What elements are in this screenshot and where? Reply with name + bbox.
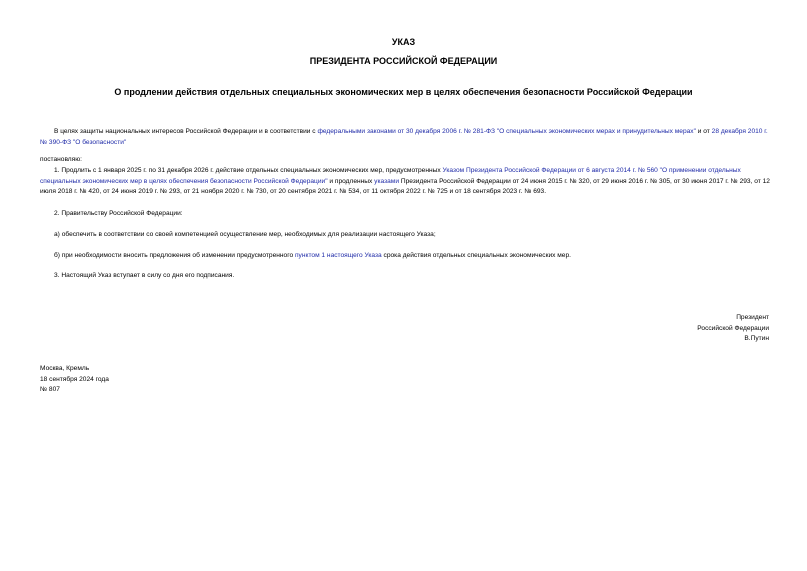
item-2b-paragraph (40, 251, 770, 262)
item-2-paragraph: 2. Правительству Российской Федерации: (54, 210, 183, 217)
signing-place: Москва, Кремль (40, 365, 90, 372)
decree-560-link[interactable]: Указом Президента Российской Федерации от 6 августа 2014 г. № 560 "О применении отдельных специальных экономических мер в целях обеспечения безопасности Российской Федерации" (40, 167, 741, 185)
preamble-text-2: и от (695, 128, 712, 135)
item-1-paragraph (40, 166, 770, 198)
item-2b-text: б) при необходимости вносить предложения об изменении предусмотренного (54, 252, 295, 259)
document-issuer: ПРЕЗИДЕНТА РОССИЙСКОЙ ФЕДЕРАЦИИ (309, 56, 498, 66)
signing-date: 18 сентября 2024 года (40, 375, 109, 383)
item-1-text-3: Президента Российской Федерации от 24 июня 2015 г. № 320, от 29 июня 2016 г. № 305, от 30 июня 2017 г. № 293, от 12 июля 2018 г. № 420, от 24 июня 2019 г. № 293, от 21 ноября 2020 г. № 730, от 20 сентября 2021 г. № 534, от 11 октября 2022 г. № 725 и от 18 сентября 2023 г. № 693. (40, 177, 770, 195)
signature-block (569, 313, 769, 345)
resolve-text: постановляю: (40, 156, 83, 163)
place-date-block (40, 364, 240, 396)
item-2b-text-2: срока действия отдельных специальных экономических мер. (381, 252, 571, 259)
document-heading: О продлении действия отдельных специальных экономических мер в целях обеспечения безопасности Российской Федерации (114, 87, 693, 97)
signature-position: Президент (736, 314, 769, 321)
item-1-text-2: и продленных (327, 177, 375, 185)
item-3-paragraph: 3. Настоящий Указ вступает в силу со дня его подписания. (54, 272, 235, 279)
signature-name: В.Путин (744, 335, 769, 342)
preamble-paragraph (40, 127, 770, 148)
item-2a-paragraph: а) обеспечить в соответствии со своей компетенцией осуществление мер, необходимых для реализации настоящего Указа; (54, 231, 436, 238)
signature-country: Российской Федерации (697, 324, 769, 332)
decrees-link[interactable]: указами (374, 177, 399, 185)
federal-law-281-link[interactable]: федеральными законами от 30 декабря 2006 г. № 281-ФЗ "О специальных экономических мерах и принудительных мерах" (317, 128, 696, 135)
preamble-text: В целях защиты национальных интересов Российской Федерации и в соответствии с (54, 128, 318, 135)
item-1-text: 1. Продлить с 1 января 2025 г. по 31 декабря 2026 г. действие отдельных специальных экономических мер, предусмотренных (54, 167, 443, 174)
document-title: УКАЗ (391, 37, 416, 47)
point-1-link[interactable]: пунктом 1 настоящего Указа (294, 252, 382, 259)
decree-number: № 807 (40, 386, 60, 393)
federal-law-390-link[interactable]: 28 декабря 2010 г. № 390-ФЗ "О безопасности" (40, 128, 768, 146)
